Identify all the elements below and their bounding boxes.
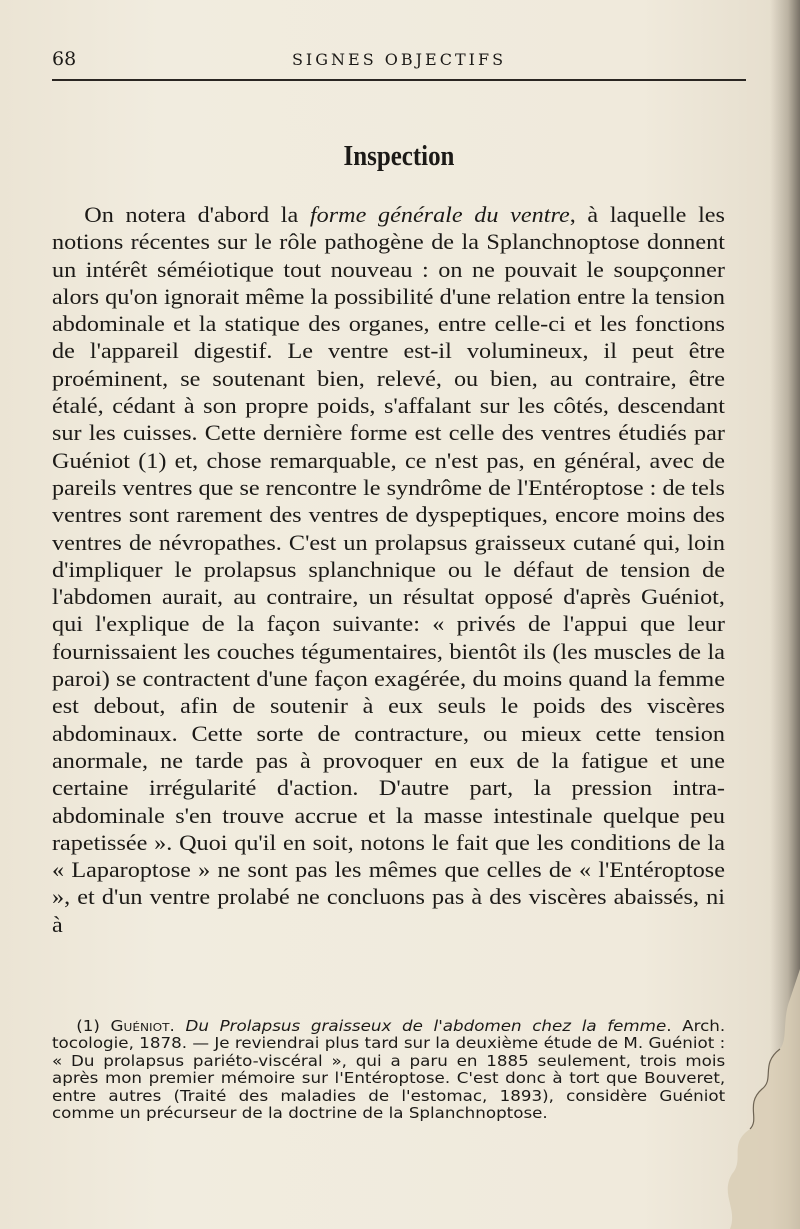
footnote-separator: . [169,1017,186,1035]
footnote-marker: (1) [76,1017,111,1035]
footnote-block [52,1018,725,1122]
body-text [52,201,725,938]
torn-corner [690,969,800,1229]
italic-phrase: forme générale du ventre [309,202,570,227]
paragraph-text-start: On notera d'abord la [84,202,310,227]
running-title: SIGNES OBJECTIFS [291,50,507,69]
section-title: Inspection [343,140,455,172]
body-paragraph [52,201,725,938]
page-number: 68 [52,48,77,70]
footnote-text: . Arch. tocologie, 1878. — Je reviendrai plus tard sur la deuxième étude de M. Guéniot : « Du prolapsus pariéto-viscéral », qui a paru en 1885 seulement, trois mois après mon premier mémoire sur l'Entéroptose. C'est donc à tort que Bouveret, entre autres (Traité des maladies de l'estomac, 1893), considère Guéniot comme un précurseur de la doctrine de la Splanchnoptose. [52,1017,726,1123]
paragraph-text-rest: , à laquelle les notions récentes sur le rôle pathogène de la Splanchnoptose donnent un intérêt séméiotique tout nouveau : on ne pouvait le soupçonner alors qu'on ignorait même la possibilité d'une relation entre la tension abdominale et la statique des organes, entre celle-ci et les fonctions de l'appareil digestif. Le ventre est-il volumineux, il peut être proéminent, se soutenant bien, relevé, ou bien, au contraire, être étalé, cédant à son propre poids, s'affalant sur les côtés, descendant sur les cuisses. Cette dernière forme est celle des ventres étudiés par Guéniot (1) et, chose remarquable, ce n'est pas, en général, avec de pareils ventres que se rencontre le syndrôme de l'Entéroptose : de tels ventres sont rarement des ventres de dyspeptiques, encore moins des ventres de névropathes. C'est un prolapsus graisseux cutané qui, loin d'impliquer le prolapsus splanchnique ou le défaut de tension de l'abdomen aurait, au contraire, un résultat opposé d'après Guéniot, qui l'explique de la façon suivante: « privés de l'appui que leur fournissaient les couches tégumentaires, bientôt ils (les muscles de la paroi) se contractent d'une façon exagérée, du moins quand la femme est debout, afin de soutenir à eux seuls le poids des viscères abdominaux. Cette sorte de contracture, ou mieux cette tension anormale, ne tarde pas à provoquer en eux de la fatigue et une certaine irrégularité d'action. D'autre part, la pression intra-abdominale s'en trouve accrue et la masse intestinale quelque peu rapetissée ». Quoi qu'il en soit, notons le fait que les conditions de la « Laparoptose » ne sont pas les mêmes que celles de « l'Entéroptose », et d'un ventre prolabé ne concluons pas à des viscères abaissés, ni à [52,202,725,937]
footnote-author: Guéniot [110,1017,170,1035]
footnote-cited-title: Du Prolapsus graisseux de l'abdomen chez la femme [185,1017,667,1035]
footnote [52,1018,725,1122]
page-header [52,48,746,78]
header-rule [52,79,746,81]
